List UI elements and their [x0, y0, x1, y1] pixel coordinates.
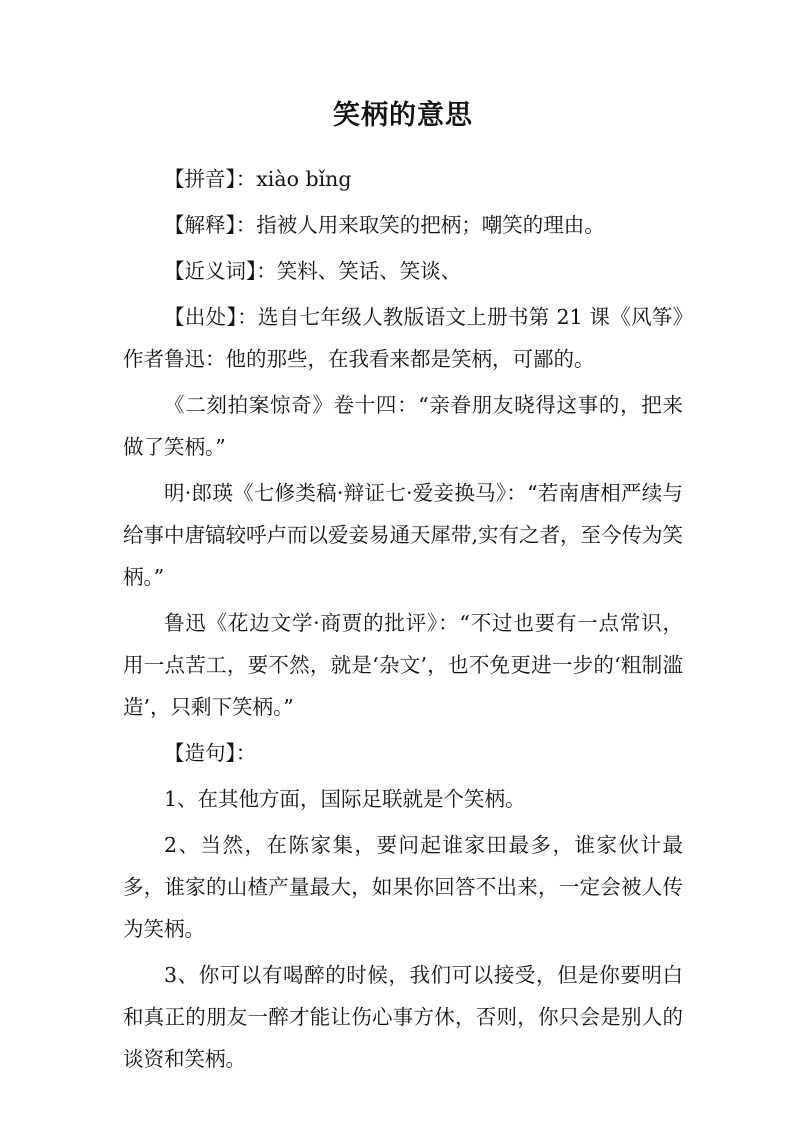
source-quote-paragraph: 《二刻拍案惊奇》卷十四：“亲眷朋友晓得这事的，把来做了笑柄。”: [123, 393, 683, 459]
synonyms-paragraph: 【近义词】：笑料、笑话、笑谈、: [164, 259, 462, 283]
example-sentence: 1、在其他方面，国际足联就是个笑柄。: [164, 787, 526, 811]
document-title: 笑柄的意思: [333, 100, 473, 131]
definition-paragraph: 【解释】：指被人用来取笑的把柄；嘲笑的理由。: [164, 213, 605, 237]
source-quote-paragraph: 鲁迅《花边文学·商贾的批评》：“不过也要有一点常识，用一点苦工，要不然，就是‘杂文’，也不免更进一步的‘粗制滥造’，只剩下笑柄。”: [123, 611, 683, 719]
document-page: [123, 96, 683, 1084]
source-quote-paragraph: 明·郎瑛《七修类稿·辩证七·爱妾换马》：“若南唐相严续与给事中唐镐较呼卢而以爱妾易通天犀带,实有之者，至今传为笑柄。”: [123, 481, 684, 589]
example-sentence: 3、你可以有喝醉的时候，我们可以接受，但是你要明白和真正的朋友一醉才能让伤心事方休，否则，你只会是别人的谈资和笑柄。: [123, 963, 683, 1071]
pinyin-paragraph: 【拼音】：xiào bǐng: [164, 167, 352, 191]
example-sentence: 2、当然，在陈家集，要问起谁家田最多，谁家伙计最多，谁家的山楂产量最大，如果你回答不出来，一定会被人传为笑柄。: [123, 833, 683, 941]
examples-heading: 【造句】：: [164, 741, 257, 765]
source-paragraph: 【出处】：选自七年级人教版语文上册书第 21 课《风筝》作者鲁迅：他的那些，在我看来都是笑柄，可鄙的。: [123, 305, 683, 371]
